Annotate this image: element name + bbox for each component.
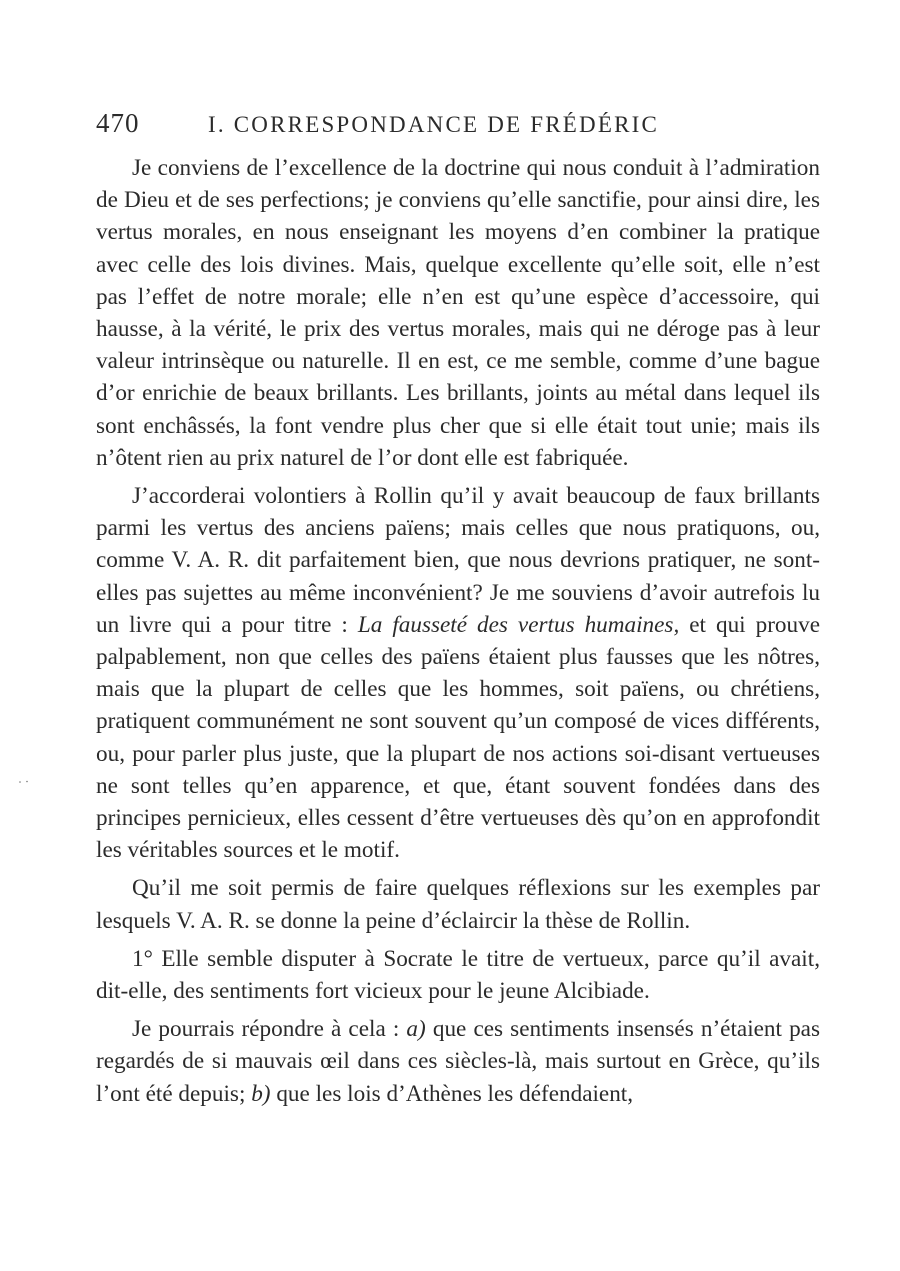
text-segment: Je conviens de l’excellence de la doctrine qui nous conduit à l’admiration de Dieu et de ses perfections; je conviens qu’elle sanctifie, pour ainsi dire, les vertus morales, en nous enseignant les moyens d’en combiner la pratique avec celle des lois divines. Mais, quelque excellente qu’elle soit, elle n’est pas l’effet de notre morale; elle n’en est qu’une espèce d’accessoire, qui hausse, à la vérité, le prix des vertus morales, mais qui ne déroge pas à leur valeur intrinsèque ou naturelle. Il en est, ce me semble, comme d’une bague d’or enrichie de beaux brillants. Les brillants, joints au métal dans lequel ils sont enchâssés, la font vendre plus cher que si elle était tout unie; mais ils n’ôtent rien au prix naturel de l’or dont elle est fabriquée.	[96, 155, 820, 471]
paragraph	[96, 152, 820, 474]
running-head: I. CORRESPONDANCE DE FRÉDÉRIC	[208, 112, 660, 137]
italic-enumerator: b)	[251, 1080, 271, 1107]
text-segment: et qui prouve palpablement, non que celles des païens étaient plus fausses que les nôtres, mais que la plupart de celles que les hommes, soit païens, ou chrétiens, pratiquent communément ne sont souvent qu’un composé de vices différents, ou, pour parler plus juste, que la plupart de nos actions soi-disant vertueuses ne sont telles qu’en apparence, et que, étant souvent fondées dans des principes pernicieux, elles cessent d’être vertueuses dès qu’on en approfondit les véritables sources et le motif.	[96, 611, 820, 864]
page-header	[96, 108, 820, 148]
text-segment: J’accorderai volontiers à Rollin qu’il y avait beaucoup de faux brillants parmi les vertus des anciens païens; mais celles que nous pratiquons, ou, comme V. A. R. dit parfaitement bien, que nous devrions pratiquer, ne sont-elles pas sujettes au même inconvénient? Je me souviens d’avoir autrefois lu un livre qui a pour titre :	[96, 483, 820, 638]
page-number: 470	[96, 108, 140, 138]
paragraph	[96, 872, 820, 936]
text-segment: que ces sentiments insensés n’étaient pas regardés de si mauvais œil dans ces siècles-là, mais surtout en Grèce, qu’ils l’ont été depuis;	[96, 1016, 820, 1107]
text-segment: Je pourrais répondre à cela :	[132, 1016, 407, 1043]
text-segment: que les lois d’Athènes les défendaient,	[270, 1080, 634, 1107]
italic-book-title: La fausseté des vertus humaines,	[357, 611, 680, 638]
paragraph	[96, 480, 820, 866]
text-segment: Qu’il me soit permis de faire quelques réflexions sur les exemples par lesquels V. A. R. se donne la peine d’éclaircir la thèse de Rollin.	[96, 875, 820, 934]
text-segment: 1° Elle semble disputer à Socrate le titre de vertueux, parce qu’il avait, dit-elle, des sentiments fort vicieux pour le jeune Alcibiade.	[96, 945, 820, 1005]
paragraph	[96, 1013, 820, 1110]
margin-speck	[18, 776, 30, 780]
paragraph	[96, 943, 820, 1007]
body-text	[96, 152, 820, 1110]
book-page	[96, 108, 820, 1110]
italic-enumerator: a)	[406, 1016, 426, 1043]
